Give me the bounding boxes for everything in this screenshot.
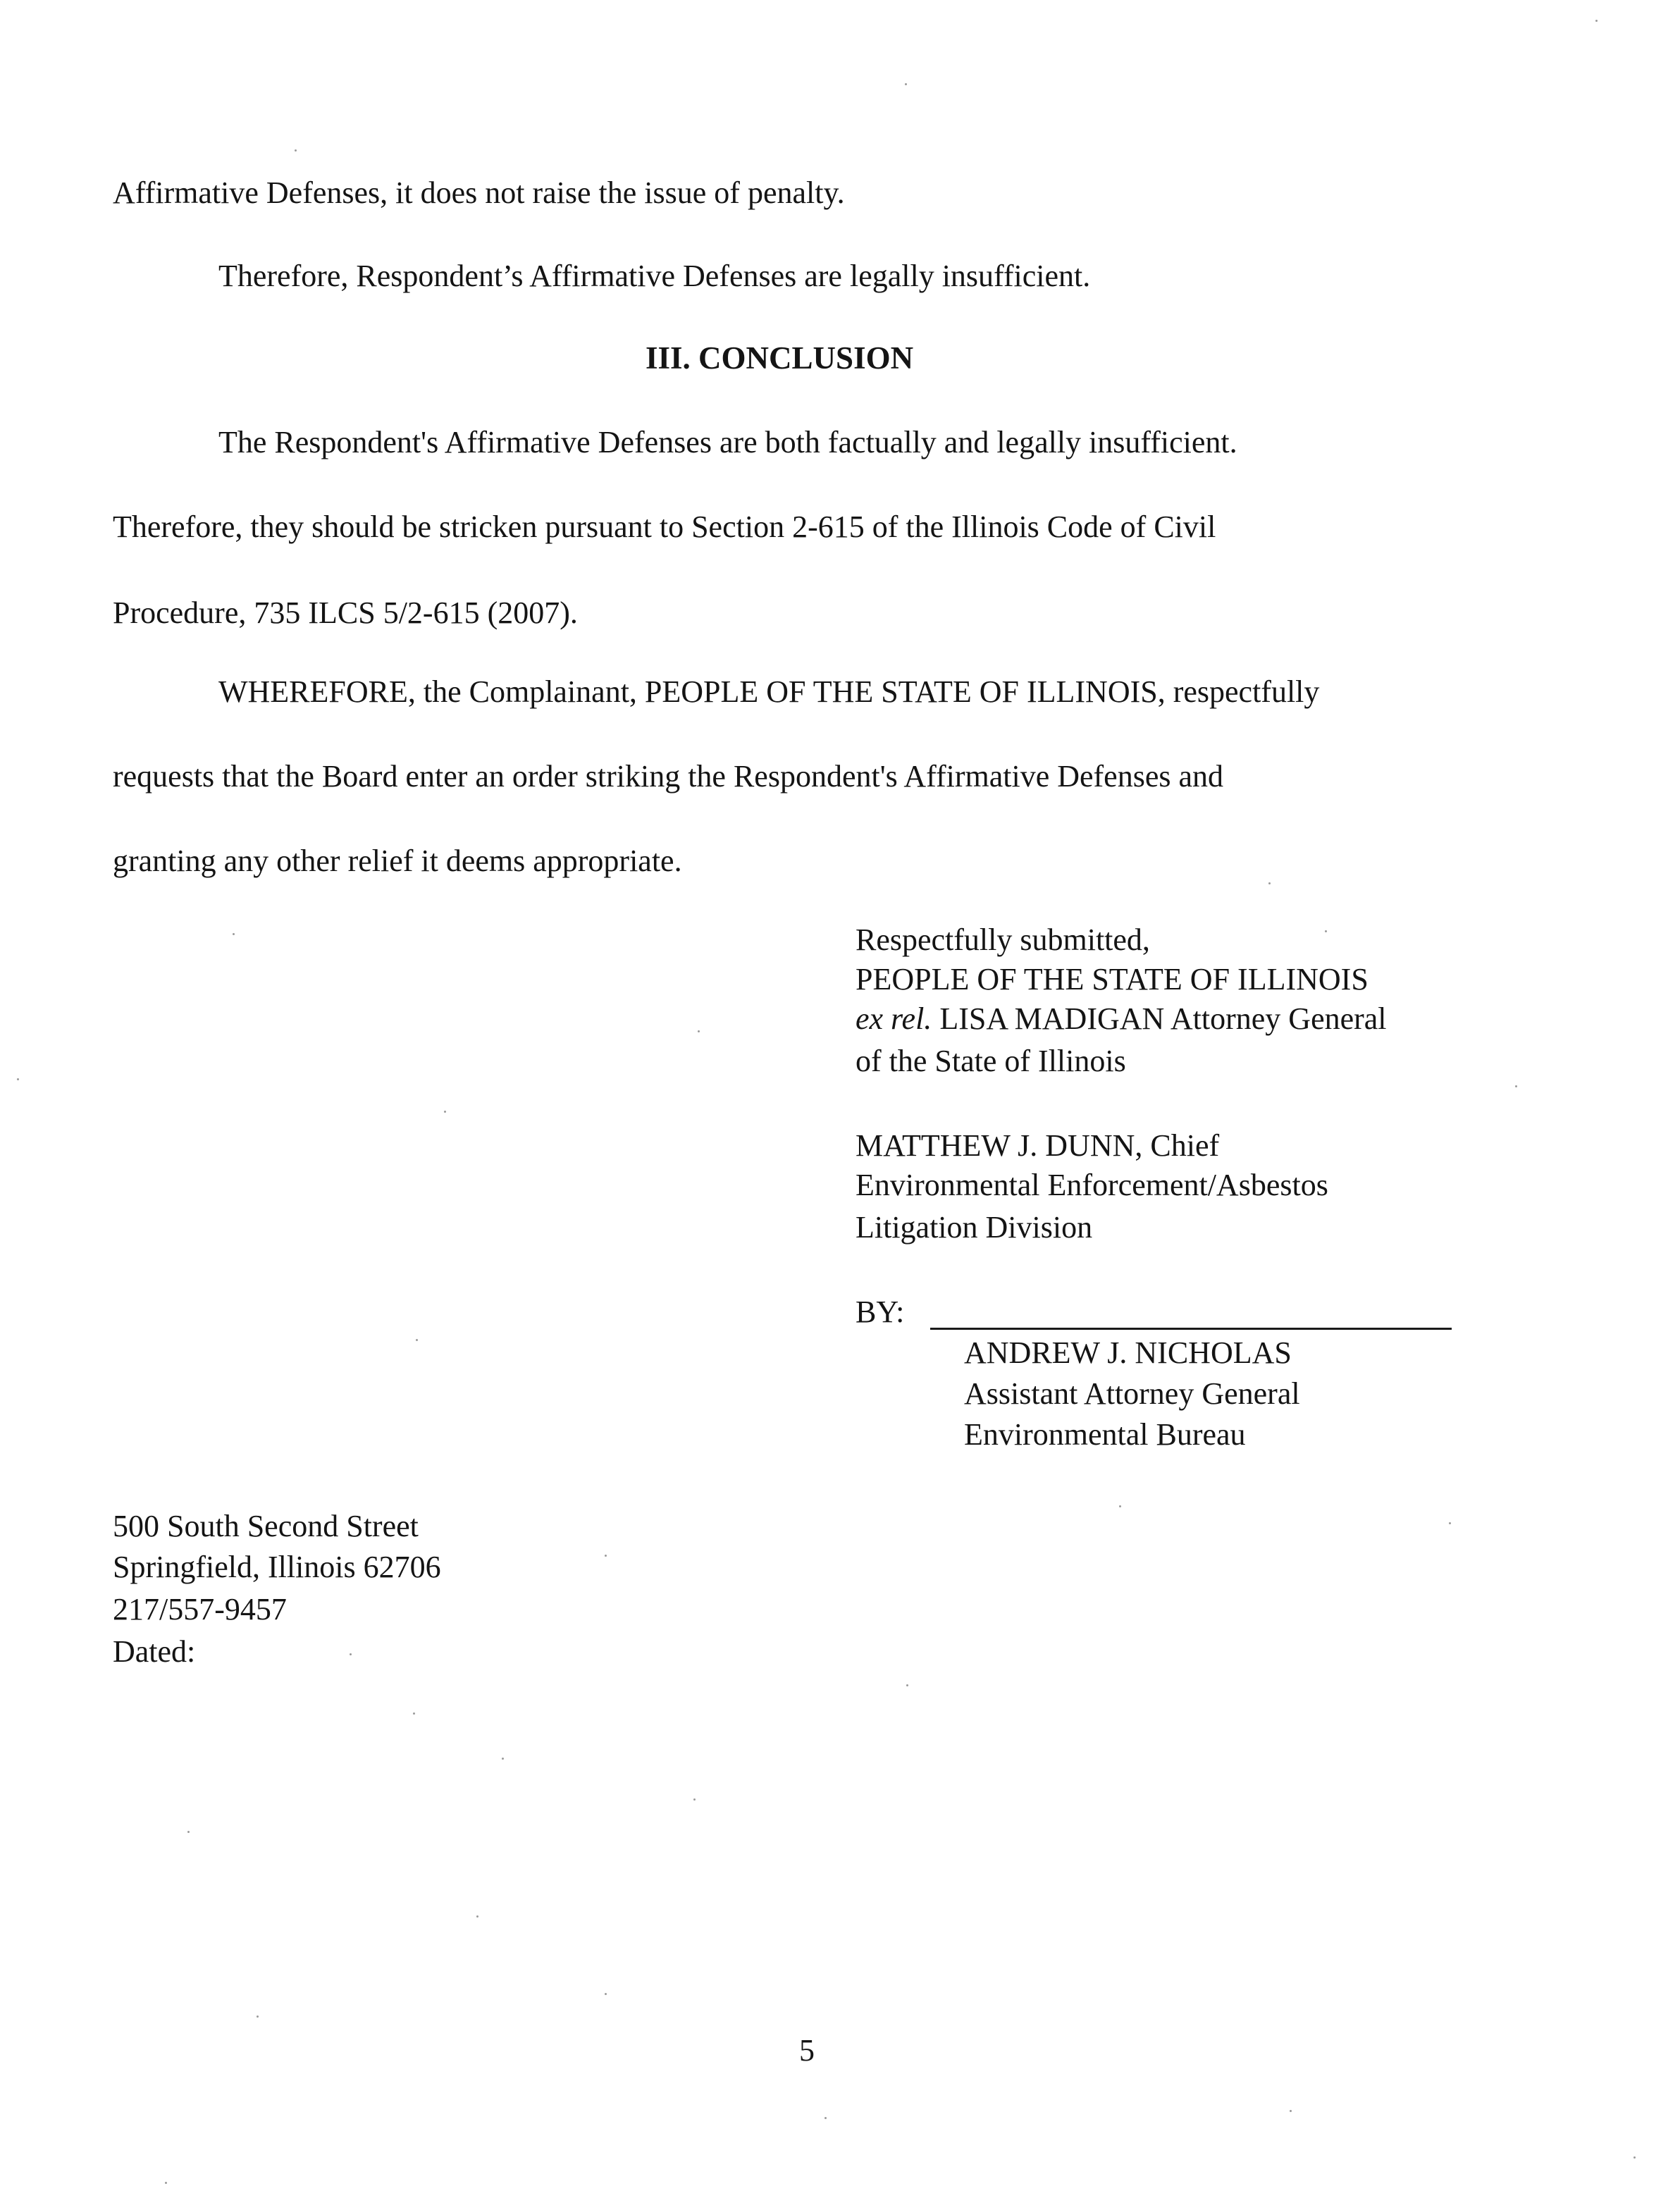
- section-heading-conclusion: III. CONCLUSION: [646, 340, 914, 376]
- signer-bureau: Environmental Bureau: [964, 1417, 1246, 1452]
- scan-speck: [444, 1111, 446, 1113]
- signature-party: PEOPLE OF THE STATE OF ILLINOIS: [856, 962, 1369, 996]
- signature-closing: Respectfully submitted,: [856, 922, 1150, 957]
- scan-speck: [17, 1078, 19, 1080]
- attorney-general-name: LISA MADIGAN Attorney General: [932, 1001, 1387, 1036]
- scan-speck: [233, 933, 235, 935]
- body-paragraph-3-line-1: The Respondent's Affirmative Defenses are both factually and legally insufficient.: [218, 425, 1237, 459]
- signature-by-label: BY:: [856, 1295, 905, 1329]
- scan-speck: [1325, 930, 1327, 932]
- body-paragraph-4-line-1: WHEREFORE, the Complainant, PEOPLE OF THE STATE OF ILLINOIS, respectfully: [218, 674, 1320, 709]
- scan-speck: [502, 1758, 504, 1760]
- scan-speck: [413, 1712, 415, 1715]
- scan-speck: [1633, 2156, 1636, 2159]
- signer-name: ANDREW J. NICHOLAS: [964, 1335, 1292, 1370]
- scan-speck: [350, 1653, 352, 1655]
- scan-speck: [1290, 2110, 1292, 2112]
- body-paragraph-4-line-3: granting any other relief it deems appropriate.: [113, 844, 682, 878]
- scan-speck: [824, 2117, 827, 2119]
- address-phone: 217/557-9457: [113, 1592, 287, 1626]
- scan-speck: [698, 1030, 700, 1032]
- body-paragraph-1-line: Affirmative Defenses, it does not raise the issue of penalty.: [113, 175, 845, 210]
- signature-chief: MATTHEW J. DUNN, Chief: [856, 1128, 1220, 1163]
- body-paragraph-3-line-3: Procedure, 735 ILCS 5/2-615 (2007).: [113, 595, 578, 630]
- signature-state: of the State of Illinois: [856, 1044, 1126, 1078]
- signer-title: Assistant Attorney General: [964, 1376, 1300, 1411]
- signature-attorney-general: [856, 1001, 1387, 1037]
- scan-speck: [1268, 882, 1271, 884]
- scan-speck: [906, 1684, 908, 1686]
- scan-speck: [1515, 1085, 1517, 1087]
- body-paragraph-3-line-2: Therefore, they should be stricken pursuant to Section 2-615 of the Illinois Code of Civil: [113, 510, 1216, 544]
- scan-speck: [257, 2015, 259, 2018]
- scan-speck: [1595, 20, 1598, 22]
- scan-speck: [1449, 1522, 1451, 1524]
- address-city: Springfield, Illinois 62706: [113, 1550, 441, 1584]
- scan-speck: [1119, 1505, 1121, 1507]
- scan-speck: [605, 1993, 607, 1995]
- body-paragraph-4-line-2: requests that the Board enter an order striking the Respondent's Affirmative Defenses and: [113, 759, 1224, 794]
- scan-speck: [187, 1831, 190, 1833]
- scan-speck: [476, 1915, 478, 1918]
- address-dated: Dated:: [113, 1634, 196, 1669]
- scan-speck: [605, 1555, 607, 1557]
- signature-division-line-2: Litigation Division: [856, 1210, 1093, 1245]
- scan-speck: [165, 2182, 167, 2184]
- scan-speck: [295, 149, 297, 152]
- scan-speck: [416, 1339, 418, 1341]
- scan-speck: [693, 1798, 696, 1801]
- page-number: 5: [799, 2033, 815, 2068]
- body-paragraph-2-line: Therefore, Respondent’s Affirmative Defenses are legally insufficient.: [218, 259, 1091, 293]
- ex-rel-text: ex rel.: [856, 1001, 932, 1036]
- signature-division-line-1: Environmental Enforcement/Asbestos: [856, 1168, 1328, 1202]
- address-street: 500 South Second Street: [113, 1509, 419, 1543]
- signature-line: [930, 1328, 1452, 1330]
- scan-speck: [905, 83, 907, 85]
